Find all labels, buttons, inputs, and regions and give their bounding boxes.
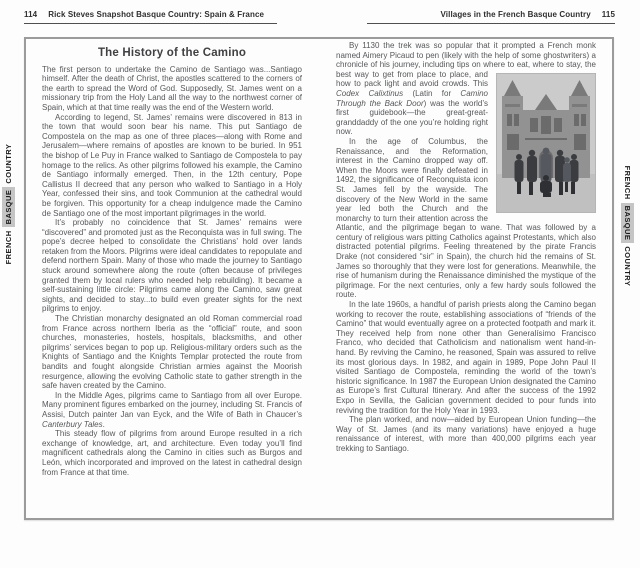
side-tab-left bbox=[0, 139, 16, 269]
body-paragraph bbox=[42, 65, 302, 113]
text-run: ) was the world’s first guidebook—the great-great-granddaddy of the one you’re holding right now. bbox=[336, 98, 488, 137]
body-paragraph bbox=[336, 415, 596, 453]
text-run: This steady flow of pilgrims from around Europe resulted in a rich exchange of knowledge, art, and architecture. Even today you’ll find magnificent cathedrals along the Camino in cities such as Burgos and León, which incorporated and improved on the latest in cathedral design from France at that time. bbox=[42, 429, 302, 477]
body-paragraph bbox=[42, 429, 302, 477]
left-running-head: Rick Steves Snapshot Basque Country: Spain & France bbox=[48, 10, 265, 19]
body-paragraph bbox=[336, 41, 596, 137]
body-paragraph bbox=[42, 113, 302, 219]
body-paragraph bbox=[336, 300, 596, 415]
text-run: The first person to undertake the Camino de Santiago was...Santiago himself. After the death of Christ, the apostles scattered to the corners of the earth to spread the Word of God. Supposedly, St. James went on a missionary trip from the Holy Land all the way to the northwest corner of Spain, which at that time really was the end of the Western world. bbox=[42, 64, 302, 112]
sidebar-article-box bbox=[24, 37, 614, 520]
running-header bbox=[24, 10, 615, 24]
text-run: (Latin for bbox=[403, 88, 461, 98]
right-page-number: 115 bbox=[601, 10, 615, 19]
italic-text-run: Camino Through the Back Door bbox=[336, 88, 488, 108]
body-paragraph bbox=[42, 314, 302, 391]
text-run: It’s probably no coincidence that St. James’ remains were “discovered” and promoted just as the Reconquista was in full swing. The pope’s decree helped to consolidate the Christians’ hold over lands retaken from the Moors. Pilgrims were ideal candidates to repopulate and defend northern Spain. Many of those who made the journey to Santiago stuck around somewhere along the route (often because of privileges granted them by local rulers who needed help rebuilding). It became a self-sustaining little circle: Pilgrims came along the Camino, saw great sights, and decided to stay...to build even greater sights for the next pilgrims to enjoy. bbox=[42, 218, 302, 314]
left-page-number: 114 bbox=[24, 10, 38, 19]
text-run: In the late 1960s, a handful of parish priests along the Camino began working to recover the route, establishing associations of “friends of the Camino” that would eventually agree on a protected footpath and mark it. They received help from none other than Generalísimo Francisco Franco, who decided that Catholicism and nationalism went hand-in-hand. By reviving the Camino, he reasoned, Spain was assured to relive its most glorious days. In 1982, and again in 1989, Pope John Paul II visited Santiago de Compostela, reminding the world of the town’s historic significance. In 1987 the European Union designated the Camino as Europe’s first Cultural Itinerary. And after the success of the 1992 Expo in Sevilla, the Galician government decided to pour funds into reviving the tradition for the Holy Year in 1993. bbox=[336, 300, 596, 415]
tab-word-highlighted: BASQUE bbox=[2, 187, 15, 228]
tab-word: COUNTRY bbox=[623, 246, 633, 287]
left-text-column bbox=[42, 41, 302, 477]
text-run: The Christian monarchy designated an old Roman commercial road from France across northern Iberia as the “official” route, and soon churches, monasteries, hostels, hospitals, blacksmiths, and other pilgrims’ services began to pop up. Religious-military orders such as the Knights of Santiago and the Knights Templar protected the route from bandits and fought alongside Christian armies against the Moorish resurgence, allowing the evolving Catholic state to gather strength in the safe haven created by the Camino. bbox=[42, 314, 302, 391]
tab-word-highlighted: BASQUE bbox=[622, 203, 635, 244]
article-columns bbox=[26, 39, 612, 485]
italic-text-run: Canterbury Tales bbox=[42, 419, 103, 429]
text-run: In the age of Columbus, the Renaissance, and the Reformation, interest in the Camino dropped way off. When the Moors were finally defeated in 1492, the significance of Reconquista icon St. James fell by the wayside. The discovery of the New World in the same year led both the Church and the monarchy to turn their attention across the Atlantic, and the pilgrimage began to wane. That was followed by a century of religious wars pitting Catholics against Protestants, which also distracted potential pilgrims. Feeling threatened by the pirate Francis Drake (not considered “sir” in Spain), the church hid the remains of St. James so thoroughly that they were lost for generations. Meanwhile, the rise of humanism during the Renaissance diminished the mystique of the pilgrimage. For the next centuries, only a few hardy souls followed the route. bbox=[336, 136, 596, 300]
right-text-column bbox=[336, 41, 596, 477]
right-page-header bbox=[367, 10, 615, 24]
cathedral-photo-illustration bbox=[497, 74, 595, 212]
right-running-head: Villages in the French Basque Country bbox=[440, 10, 591, 19]
pilgrims-cathedral-photo bbox=[496, 73, 596, 213]
left-page-header bbox=[24, 10, 277, 24]
body-paragraph bbox=[42, 391, 302, 429]
text-run: . bbox=[102, 419, 105, 429]
text-run: In the Middle Ages, pilgrims came to Santiago from all over Europe. Many prominent figures embarked on the journey, including St. Francis of Assisi, Dutch painter Jan van Eyck, and the Wife of Bath in Chaucer’s bbox=[42, 390, 302, 419]
tab-word: FRENCH bbox=[623, 165, 633, 200]
body-paragraph bbox=[42, 218, 302, 314]
tab-word: COUNTRY bbox=[3, 143, 13, 184]
italic-text-run: Codex Calixtinus bbox=[336, 88, 404, 98]
text-run: By 1130 the trek was so popular that it prompted a French monk named Aimery Picaud to pen (likely with the help of some ghostwriters) a chronicle of his journey, including tips on where bbox=[336, 41, 596, 70]
text-run: The plan worked, and now—aided by European Union funding—the Way of St. James (and its many variations) have enjoyed a huge renaissance of interest, with more than 400,000 pilgrims each year trekking to Santiago. bbox=[336, 415, 596, 453]
text-run: According to legend, St. James’ remains were discovered in 813 in the town that would soon bear his name. This put Santiago de Compostela on the map as one of three places—along with Rome and Jerusalem—where remains of apostles are known to be buried. In 951 the bishop of Le Puy in France walked to Santiago de Compostela to pay homage to the relics. As other pilgrims followed his example, the Camino de Santiago informally emerged. Then, in the 12th century, Pope Callistus II decreed that any person who walked to Santiago in a Holy Year, confessed their sins, and took Communion at the cathedral would be forgiven. This opportunity for a cheap indulgence made the Camino de Santiago one of the most important pilgrimages in the world. bbox=[42, 112, 302, 218]
tab-word: FRENCH bbox=[3, 230, 13, 265]
text-run: to eat, where to stay, the best way to get from place to place, and how to pack light and avoid crowds. This bbox=[336, 60, 596, 89]
article-title: The History of the Camino bbox=[97, 47, 247, 59]
side-tab-right bbox=[620, 161, 636, 291]
